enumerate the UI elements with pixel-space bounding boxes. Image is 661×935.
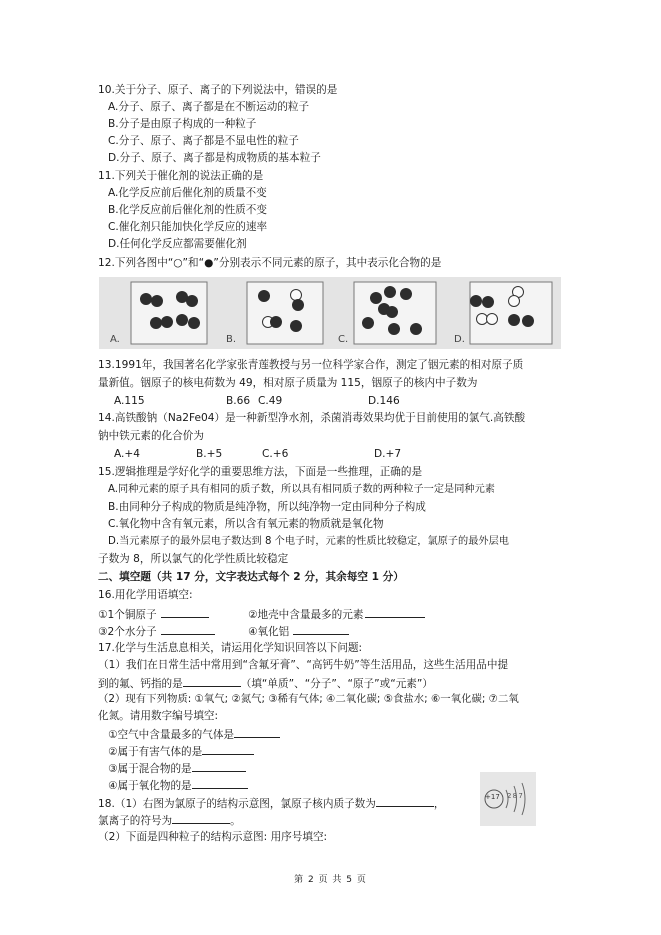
q12-panel-a xyxy=(104,279,216,347)
q16-item-4 xyxy=(248,623,349,639)
q17-sub-3 xyxy=(108,760,246,776)
q12-panel-a-diagram xyxy=(104,279,216,347)
q12-panel-c-label: C. xyxy=(338,334,349,345)
q13-line2: 量新值。铟原子的核电荷数为 49，相对原子质量为 115，铟原子的核内中子数为 xyxy=(98,377,478,389)
chlorine-atom-diagram xyxy=(480,772,536,826)
q16-item-3-blank[interactable] xyxy=(161,623,215,635)
q10-option-b: B.分子是由原子构成的一种粒子 xyxy=(108,118,257,130)
q11-option-a: A.化学反应前后催化剂的质量不变 xyxy=(108,187,267,199)
q17-part1-hint: （填“单质”、“分子”、“原子”或“元素”） xyxy=(240,678,433,690)
q10-option-a: A.分子、原子、离子都是在不断运动的粒子 xyxy=(108,101,310,113)
q17-sub-3-label: ③属于混合物的是 xyxy=(108,763,192,775)
q16-item-4-label: ④氧化铝 xyxy=(248,626,290,638)
q12-panel-b-diagram xyxy=(220,279,332,347)
q18-line2-end: 。 xyxy=(230,815,241,827)
q16-item-2-label: ②地壳中含量最多的元素 xyxy=(248,609,364,621)
q16-item-1 xyxy=(98,606,209,622)
q11-option-d: D.任何化学反应都需要催化剂 xyxy=(108,238,247,250)
q14-option-c: C.+6 xyxy=(262,448,289,460)
q17-sub-2-label: ②属于有害气体的是 xyxy=(108,746,203,758)
q12-panel-b-label: B. xyxy=(226,334,237,345)
q14-option-d: D.+7 xyxy=(374,448,402,460)
chlorine-nucleus-label: +17 xyxy=(485,793,500,801)
q18-line1-text: 18.（1）右图为氯原子的结构示意图，氯原子核内质子数为 xyxy=(98,798,376,810)
q15-option-a: A.同种元素的原子具有相同的质子数，所以具有相同质子数的两种粒子一定是同种元素 xyxy=(108,484,495,495)
q10-option-c: C.分子、原子、离子都是不显电性的粒子 xyxy=(108,135,299,147)
q11-stem: 11.下列关于催化剂的说法正确的是 xyxy=(98,170,264,182)
q17-part1-blank[interactable] xyxy=(183,675,241,687)
q16-item-1-blank[interactable] xyxy=(161,606,209,618)
q17-sub-2-blank[interactable] xyxy=(202,743,254,755)
q13-line1: 13.1991年，我国著名化学家张青莲教授与另一位科学家合作，测定了铟元素的相对原子质 xyxy=(98,359,524,371)
q16-stem: 16.用化学用语填空: xyxy=(98,589,193,601)
q12-stem: 12.下列各图中“○”和“●”分别表示不同元素的原子，其中表示化合物的是 xyxy=(98,257,442,269)
q12-panel-b xyxy=(220,279,332,347)
q17-sub-2 xyxy=(108,743,254,759)
q14-option-a: A.+4 xyxy=(114,448,141,460)
q18-proton-blank[interactable] xyxy=(376,795,434,807)
section-2-heading: 二、填空题（共 17 分，文字表达式每个 2 分，其余每空 1 分） xyxy=(98,571,404,583)
q15-option-b: B.由同种分子构成的物质是纯净物，所以纯净物一定由同种分子构成 xyxy=(108,501,426,513)
q16-item-2 xyxy=(248,606,425,622)
q13-option-d: D.146 xyxy=(368,395,400,407)
q12-panel-c xyxy=(332,279,444,347)
q17-sub-3-blank[interactable] xyxy=(192,760,246,772)
q15-option-d-line1: D.当元素原子的最外层电子数达到 8 个电子时，元素的性质比较稳定，氯原子的最外层电 xyxy=(108,536,509,547)
q10-option-d: D.分子、原子、离子都是构成物质的基本粒子 xyxy=(108,152,321,164)
q11-option-b: B.化学反应前后催化剂的性质不变 xyxy=(108,204,267,216)
q18-line3: （2）下面是四种粒子的结构示意图: 用序号填空: xyxy=(98,831,328,843)
page-footer: 第 2 页 共 5 页 xyxy=(294,875,367,885)
q16-item-4-blank[interactable] xyxy=(293,623,349,635)
q17-sub-4-blank[interactable] xyxy=(192,777,248,789)
q17-part1-line2 xyxy=(98,675,433,691)
q17-sub-1 xyxy=(108,726,280,742)
q17-part1-text: 到的氟、钙指的是 xyxy=(98,678,183,690)
q13-option-b: B.66 xyxy=(226,395,251,407)
q18-line1-end: ， xyxy=(433,798,445,810)
q17-sub-1-blank[interactable] xyxy=(234,726,280,738)
q12-panel-c-diagram xyxy=(332,279,444,347)
q15-option-c: C.氧化物中含有氧元素，所以含有氧元素的物质就是氧化物 xyxy=(108,518,384,530)
q10-stem: 10.关于分子、原子、离子的下列说法中，错误的是 xyxy=(98,84,338,96)
q14-option-b: B.+5 xyxy=(196,448,223,460)
q11-option-c: C.催化剂只能加快化学反应的速率 xyxy=(108,221,268,233)
q17-stem: 17.化学与生活息息相关，请运用化学知识回答以下问题: xyxy=(98,642,363,654)
q12-panel-a-label: A. xyxy=(110,334,120,345)
q16-item-1-label: ①1个铜原子 xyxy=(98,609,157,621)
q18-ion-blank[interactable] xyxy=(172,812,230,824)
q17-sub-1-label: ①空气中含量最多的气体是 xyxy=(108,729,235,741)
q12-panel-d xyxy=(448,279,560,347)
q18-line1 xyxy=(98,795,444,811)
q15-stem: 15.逻辑推理是学好化学的重要思维方法，下面是一些推理，正确的是 xyxy=(98,466,423,478)
q16-item-3-label: ③2个水分子 xyxy=(98,626,157,638)
q12-panel-d-label: D. xyxy=(454,334,465,345)
q18-line2 xyxy=(98,812,241,828)
q15-option-d-line2: 子数为 8，所以氯气的化学性质比较稳定 xyxy=(98,553,289,565)
q17-sub-4-label: ④属于氧化物的是 xyxy=(108,780,192,792)
q17-part2-line2: 化氮。请用数字编号填空: xyxy=(98,710,219,722)
q18-line2-text: 氯离子的符号为 xyxy=(98,815,173,827)
q17-part1-line1: （1）我们在日常生活中常用到“含氟牙膏”、“高钙牛奶”等生活用品，这些生活用品中提 xyxy=(98,659,509,671)
q13-option-c: C.49 xyxy=(258,395,283,407)
q17-sub-4 xyxy=(108,777,248,793)
chlorine-shell-electrons: 2 8 7 xyxy=(507,792,523,800)
q16-item-3 xyxy=(98,623,215,639)
q17-part2-line1: （2）现有下列物质: ①氧气; ②氮气; ③稀有气体; ④二氧化碳; ⑤食盐水; ⑥一氧化碳; ⑦二氧 xyxy=(98,693,519,705)
q16-item-2-blank[interactable] xyxy=(365,606,425,618)
q14-line1: 14.高铁酸钠（Na2Fe04）是一种新型净水剂，杀菌消毒效果均优于目前使用的氯气.高铁酸 xyxy=(98,412,526,424)
q13-option-a: A.115 xyxy=(114,395,145,407)
q14-line2: 钠中铁元素的化合价为 xyxy=(98,430,204,442)
